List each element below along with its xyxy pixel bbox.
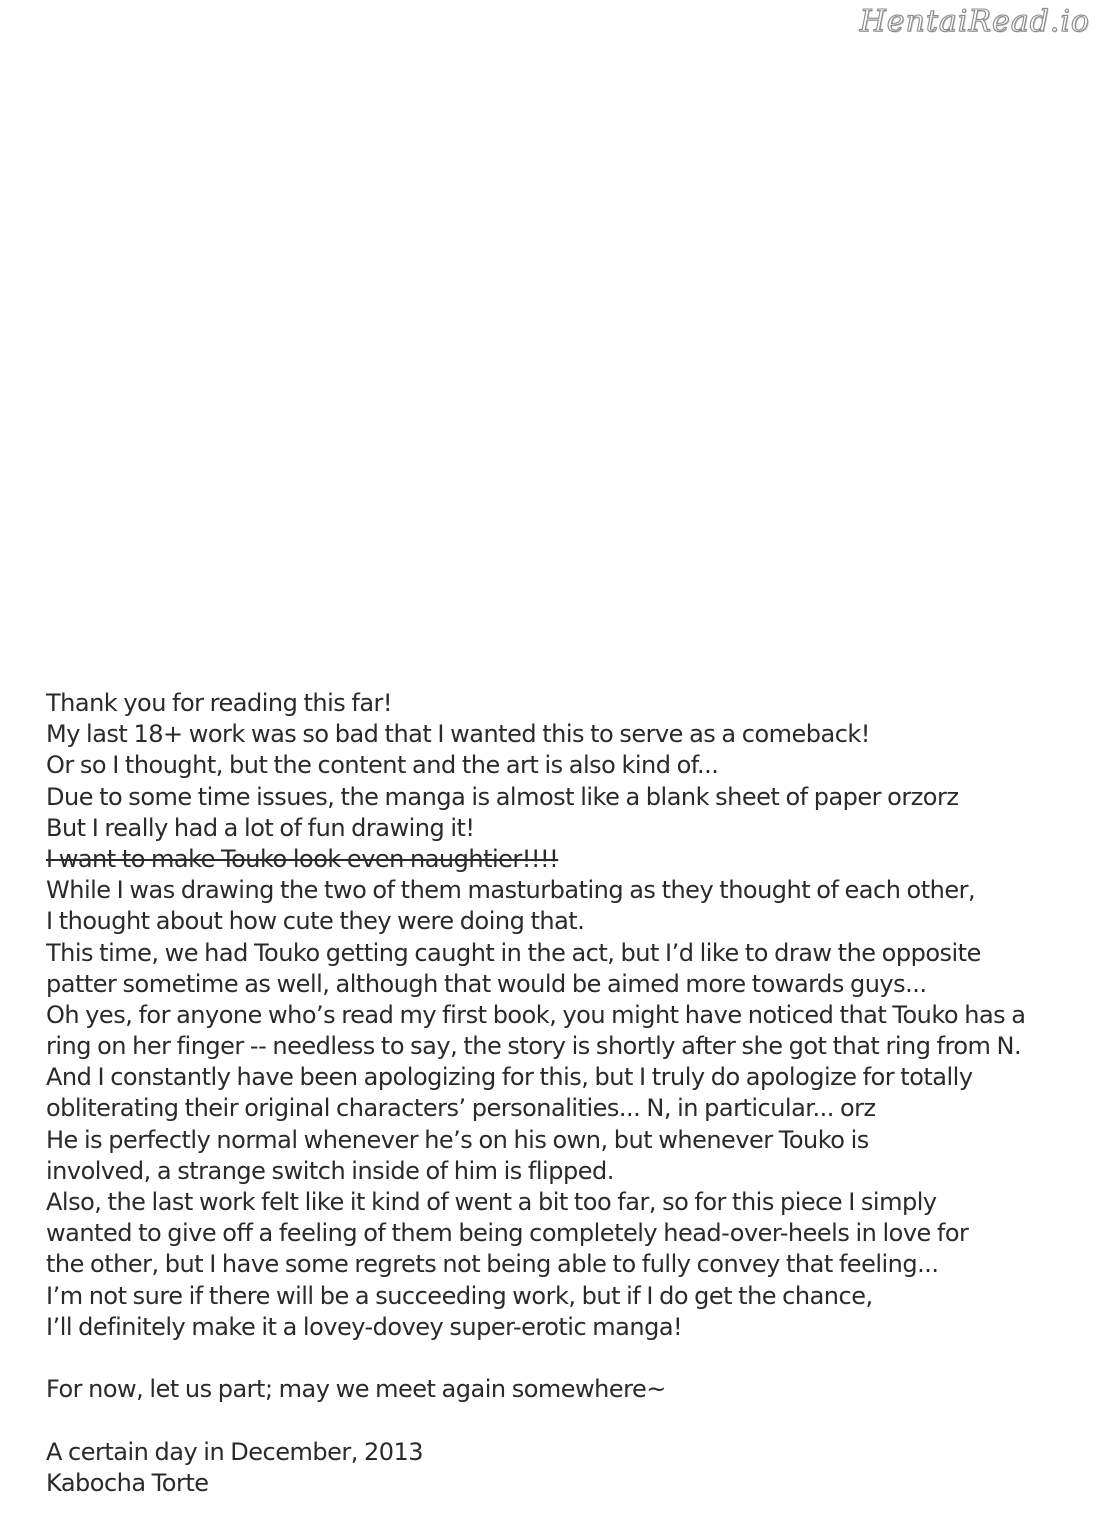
signature-block xyxy=(46,1437,1086,1499)
afterword-line: involved, a strange switch inside of him is flipped. xyxy=(46,1156,614,1185)
afterword-line-struck-through: I want to make Touko look even naughtier!!!! xyxy=(46,844,559,873)
afterword-line: I’m not sure if there will be a succeeding work, but if I do get the chance, xyxy=(46,1281,873,1310)
afterword-line: Oh yes, for anyone who’s read my first book, you might have noticed that Touko has a xyxy=(46,1000,1026,1029)
afterword-line: Due to some time issues, the manga is almost like a blank sheet of paper orzorz xyxy=(46,782,959,811)
signature-date: A certain day in December, 2013 xyxy=(46,1437,424,1466)
afterword-line: the other, but I have some regrets not being able to fully convey that feeling... xyxy=(46,1250,939,1279)
afterword-line: patter sometime as well, although that would be aimed more towards guys... xyxy=(46,969,927,998)
paragraph-spacer xyxy=(46,1343,1086,1374)
afterword-line: But I really had a lot of fun drawing it! xyxy=(46,813,475,842)
afterword-line: ring on her finger -- needless to say, the story is shortly after she got that ring from N. xyxy=(46,1032,1022,1061)
afterword-line: This time, we had Touko getting caught in the act, but I’d like to draw the opposite xyxy=(46,938,981,967)
signature-author: Kabocha Torte xyxy=(46,1468,209,1497)
site-watermark: HentaiRead.io xyxy=(859,4,1090,39)
afterword-line: My last 18+ work was so bad that I wanted this to serve as a comeback! xyxy=(46,720,870,749)
afterword-line: Or so I thought, but the content and the art is also kind of... xyxy=(46,751,719,780)
farewell-line: For now, let us part; may we meet again somewhere~ xyxy=(46,1375,666,1404)
afterword-line: I thought about how cute they were doing that. xyxy=(46,907,585,936)
paragraph-spacer xyxy=(46,1405,1086,1436)
afterword-line: Also, the last work felt like it kind of went a bit too far, so for this piece I simply xyxy=(46,1188,937,1216)
afterword-line: And I constantly have been apologizing for this, but I truly do apologize for totally xyxy=(46,1063,973,1092)
afterword-line: obliterating their original characters’ personalities... N, in particular... orz xyxy=(46,1094,876,1123)
afterword-text-block xyxy=(46,688,1086,1499)
afterword-line: I’ll definitely make it a lovey-dovey super-erotic manga! xyxy=(46,1312,683,1341)
afterword-line: While I was drawing the two of them masturbating as they thought of each other, xyxy=(46,876,976,905)
afterword-line: Thank you for reading this far! xyxy=(46,689,393,717)
afterword-line: He is perfectly normal whenever he’s on his own, but whenever Touko is xyxy=(46,1125,869,1154)
afterword-line: wanted to give off a feeling of them being completely head-over-heels in love for xyxy=(46,1219,969,1248)
